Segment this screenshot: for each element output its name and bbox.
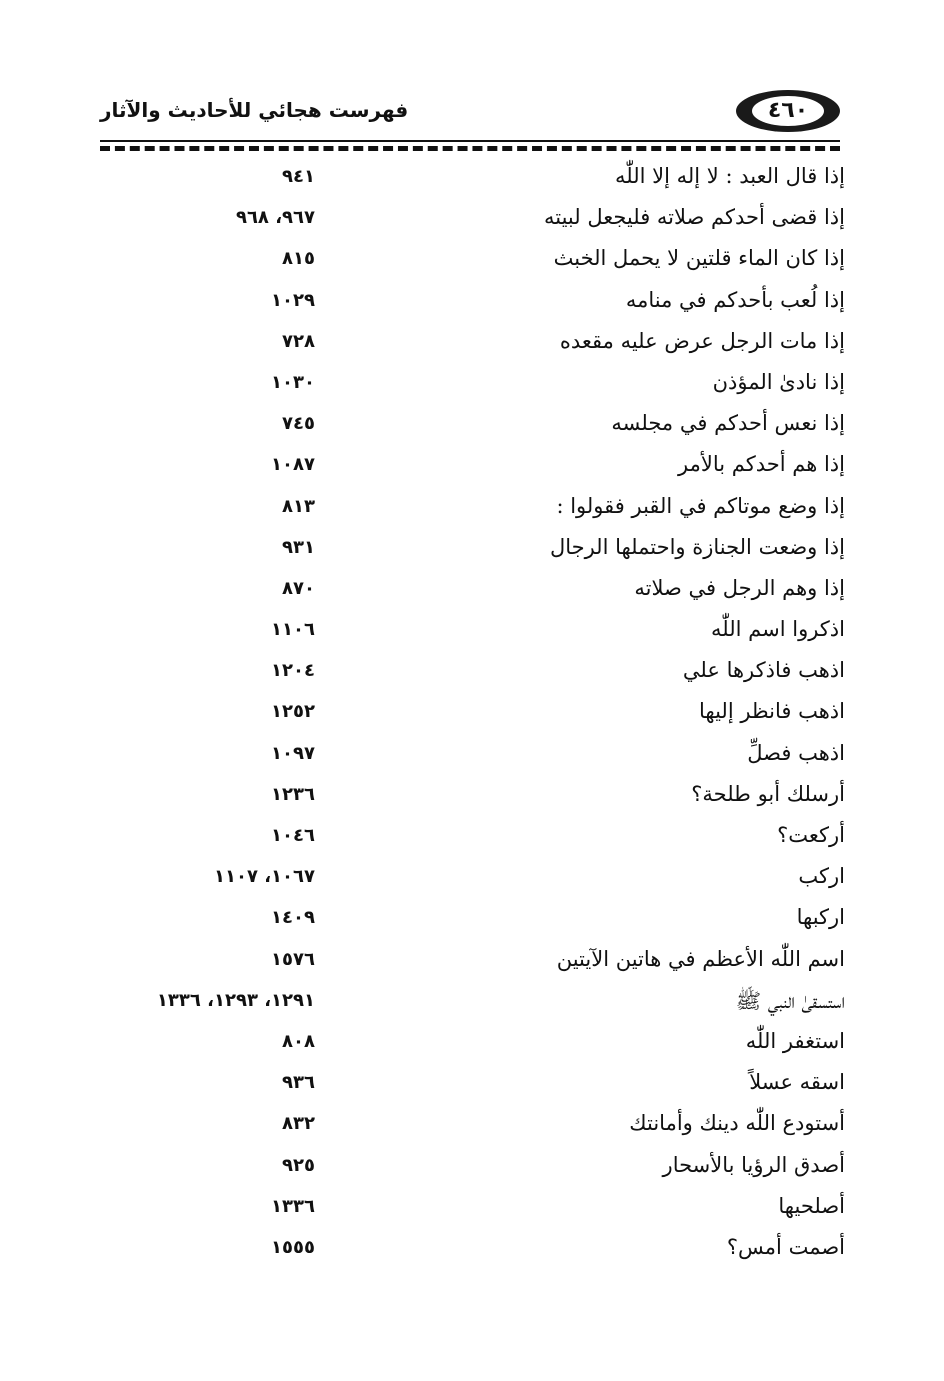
index-entry xyxy=(100,284,845,325)
entry-text: أستودع اللّٰه دينك وأمانتك xyxy=(629,1111,845,1136)
entry-reference-numbers: ٨٠٨ xyxy=(282,1030,315,1052)
entry-reference-numbers: ٧٢٨ xyxy=(282,330,315,352)
entry-text: إذا كان الماء قلتين لا يحمل الخبث xyxy=(553,246,845,271)
entry-reference-numbers: ١٠٨٧ xyxy=(271,454,315,476)
index-entry xyxy=(100,819,845,860)
entry-text: إذا وهم الرجل في صلاته xyxy=(634,575,845,600)
page-number-badge xyxy=(736,90,840,132)
index-entry xyxy=(100,1190,845,1231)
entry-text: استسقىٰ النبي ﷺ xyxy=(735,988,845,1013)
entry-text: أصمت أمس؟ xyxy=(726,1234,845,1259)
entry-reference-numbers: ٨٣٢ xyxy=(282,1113,315,1135)
entry-reference-numbers: ١٢٠٤ xyxy=(271,660,315,682)
index-entry xyxy=(100,654,845,695)
index-entry xyxy=(100,1066,845,1107)
entry-reference-numbers: ٨٧٠ xyxy=(282,577,315,599)
index-entry xyxy=(100,984,845,1025)
entry-reference-numbers: ١٠٣٠ xyxy=(271,371,315,393)
entry-reference-numbers: ١١٠٦ xyxy=(271,619,315,641)
index-entry xyxy=(100,448,845,489)
entry-reference-numbers: ٩٦٧، ٩٦٨ xyxy=(235,207,315,229)
page-header-title: فهرست هجائي للأحاديث والآثار xyxy=(100,98,409,122)
header-dashed-rule xyxy=(100,146,840,151)
index-entry xyxy=(100,490,845,531)
index-entry xyxy=(100,778,845,819)
index-entry xyxy=(100,160,845,201)
index-entry xyxy=(100,531,845,572)
index-entry xyxy=(100,572,845,613)
entry-text: اسقه عسلاً xyxy=(749,1070,845,1095)
entry-text: استغفر اللّٰه xyxy=(745,1028,845,1053)
running-header xyxy=(100,84,840,136)
entry-text: اركب xyxy=(798,864,845,889)
entry-reference-numbers: ١٣٣٦ xyxy=(271,1195,315,1217)
entry-text: إذا هم أحدكم بالأمر xyxy=(678,452,845,477)
index-entry xyxy=(100,901,845,942)
index-entry xyxy=(100,201,845,242)
entry-reference-numbers: ٨١٣ xyxy=(282,495,315,517)
entry-text: أصلحيها xyxy=(778,1193,845,1218)
entry-reference-numbers: ١٠٦٧، ١١٠٧ xyxy=(213,866,315,888)
index-entry xyxy=(100,242,845,283)
entry-reference-numbers: ١٢٣٦ xyxy=(271,783,315,805)
entry-text: إذا نادىٰ المؤذن xyxy=(712,369,845,394)
index-entry xyxy=(100,1231,845,1272)
entry-text: اذكروا اسم اللّٰه xyxy=(711,617,845,642)
index-entry xyxy=(100,1149,845,1190)
entry-reference-numbers: ١٠٢٩ xyxy=(271,289,315,311)
index-entry xyxy=(100,1107,845,1148)
entry-reference-numbers: ٩٣١ xyxy=(282,536,315,558)
entry-text: اذهب فاذكرها علي xyxy=(682,658,845,683)
entry-text: إذا قال العبد : لا إله إلا اللّٰه xyxy=(615,164,845,188)
header-rule xyxy=(100,140,840,142)
entry-reference-numbers: ٨١٥ xyxy=(282,248,315,270)
entry-reference-numbers: ٩٣٦ xyxy=(282,1072,315,1094)
entry-text: اركبها xyxy=(796,905,845,930)
entry-reference-numbers: ١٥٥٥ xyxy=(271,1236,315,1258)
index-entry xyxy=(100,737,845,778)
entry-text: إذا لُعب بأحدكم في منامه xyxy=(625,287,845,312)
index-entry xyxy=(100,613,845,654)
entry-text: إذا وضع موتاكم في القبر فقولوا : xyxy=(556,493,845,518)
entry-text: إذا وضعت الجنازة واحتملها الرجال xyxy=(549,534,845,559)
entry-reference-numbers: ٧٤٥ xyxy=(282,413,315,435)
index-entry xyxy=(100,325,845,366)
hadith-index-list xyxy=(100,160,845,1272)
entry-text: اذهب فانظر إليها xyxy=(699,699,845,724)
entry-text: إذا مات الرجل عرض عليه مقعده xyxy=(559,328,845,353)
entry-text: أركعت؟ xyxy=(777,823,845,847)
entry-reference-numbers: ٩٢٥ xyxy=(282,1154,315,1176)
index-entry xyxy=(100,1025,845,1066)
entry-text: اذهب فصلِّ xyxy=(747,740,845,765)
page-number: ٤٦٠ xyxy=(752,96,824,126)
entry-reference-numbers: ١٠٤٦ xyxy=(271,825,315,846)
index-entry xyxy=(100,943,845,984)
index-entry xyxy=(100,860,845,901)
entry-reference-numbers: ١٢٥٢ xyxy=(271,701,315,723)
entry-reference-numbers: ١٢٩١، ١٢٩٣، ١٣٣٦ xyxy=(156,989,315,1011)
entry-text: أصدق الرؤيا بالأسحار xyxy=(662,1152,845,1177)
entry-text: اسم اللّٰه الأعظم في هاتين الآيتين xyxy=(556,946,845,971)
entry-text: أرسلك أبو طلحة؟ xyxy=(691,781,845,806)
index-entry xyxy=(100,366,845,407)
entry-reference-numbers: ١٠٩٧ xyxy=(271,742,315,764)
index-entry xyxy=(100,407,845,448)
index-entry xyxy=(100,695,845,736)
entry-text: إذا نعس أحدكم في مجلسه xyxy=(611,411,845,436)
entry-reference-numbers: ٩٤١ xyxy=(282,166,315,187)
entry-reference-numbers: ١٤٠٩ xyxy=(271,907,315,929)
entry-reference-numbers: ١٥٧٦ xyxy=(271,948,315,970)
entry-text: إذا قضى أحدكم صلاته فليجعل لبيته xyxy=(543,205,845,230)
